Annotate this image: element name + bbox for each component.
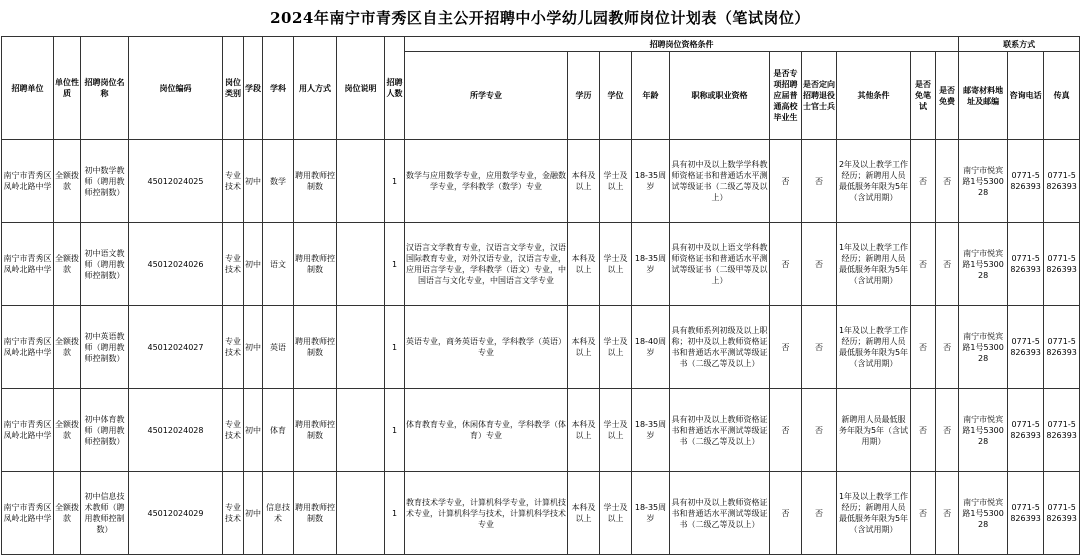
cell-free-exam: 否 [911,389,936,472]
cell-degree: 学士及以上 [600,306,632,389]
cell-unit-nature: 全额拨款 [54,472,81,555]
header-post-code: 岗位编码 [129,37,223,140]
cell-subject: 体育 [263,389,294,472]
header-unit-nature: 单位性质 [54,37,81,140]
cell-unit: 南宁市青秀区凤岭北路中学 [2,389,54,472]
cell-stage: 初中 [244,140,263,223]
cell-post-name: 初中数学教师（聘用教师控制数） [81,140,129,223]
cell-unit: 南宁市青秀区凤岭北路中学 [2,223,54,306]
cell-description [337,223,385,306]
cell-degree: 学士及以上 [600,140,632,223]
header-veteran: 是否定向招聘退役士官士兵 [802,52,837,140]
cell-unit-nature: 全额拨款 [54,223,81,306]
cell-unit-nature: 全额拨款 [54,389,81,472]
cell-other: 1年及以上教学工作经历；新聘用人员最低服务年限为5年（含试用期） [837,223,911,306]
cell-subject: 语文 [263,223,294,306]
cell-post-code: 45012024025 [129,140,223,223]
page-title: 2024年南宁市青秀区自主公开招聘中小学幼儿园教师岗位计划表（笔试岗位） [270,9,810,27]
cell-count: 1 [385,306,405,389]
table-row [2,140,1080,223]
cell-free-exam: 否 [911,306,936,389]
header-address: 邮寄材料地址及邮编 [959,52,1008,140]
cell-phone: 0771-5826393 [1008,223,1044,306]
cell-fresh-grad: 否 [770,389,802,472]
cell-phone: 0771-5826393 [1008,306,1044,389]
header-contact-group: 联系方式 [959,37,1080,52]
cell-fresh-grad: 否 [770,223,802,306]
cell-degree: 学士及以上 [600,223,632,306]
header-age: 年龄 [632,52,670,140]
header-free-fee: 是否免费 [936,52,959,140]
cell-description [337,472,385,555]
cell-address: 南宁市悦宾路1号530028 [959,389,1008,472]
cell-employment: 聘用教师控制数 [294,389,337,472]
cell-age: 18-35周岁 [632,223,670,306]
cell-employment: 聘用教师控制数 [294,306,337,389]
cell-post-category: 专业技术 [223,223,244,306]
cell-unit: 南宁市青秀区凤岭北路中学 [2,472,54,555]
cell-free-exam: 否 [911,140,936,223]
header-subject: 学科 [263,37,294,140]
cell-other: 新聘用人员最低服务年限为5年（含试用期） [837,389,911,472]
cell-fax: 0771-5826393 [1044,140,1080,223]
table-row [2,223,1080,306]
cell-address: 南宁市悦宾路1号530028 [959,306,1008,389]
cell-post-name: 初中体育教师（聘用教师控制数） [81,389,129,472]
cell-fax: 0771-5826393 [1044,389,1080,472]
cell-fresh-grad: 否 [770,472,802,555]
cell-employment: 聘用教师控制数 [294,140,337,223]
cell-subject: 数学 [263,140,294,223]
cell-post-name: 初中信息技术教师（聘用教师控制数） [81,472,129,555]
table-row [2,472,1080,555]
header-post-category: 岗位类别 [223,37,244,140]
cell-degree: 学士及以上 [600,472,632,555]
cell-veteran: 否 [802,472,837,555]
cell-education: 本科及以上 [568,223,600,306]
cell-post-category: 专业技术 [223,306,244,389]
cell-other: 1年及以上教学工作经历；新聘用人员最低服务年限为5年（含试用期） [837,472,911,555]
cell-subject: 信息技术 [263,472,294,555]
cell-age: 18-40周岁 [632,306,670,389]
cell-qualification: 具有初中及以上教师资格证书和普通话水平测试等级证书（二级乙等及以上） [670,472,770,555]
header-stage: 学段 [244,37,263,140]
cell-post-category: 专业技术 [223,389,244,472]
cell-age: 18-35周岁 [632,389,670,472]
header-description: 岗位说明 [337,37,385,140]
cell-degree: 学士及以上 [600,389,632,472]
cell-post-category: 专业技术 [223,140,244,223]
cell-age: 18-35周岁 [632,472,670,555]
cell-stage: 初中 [244,223,263,306]
header-other: 其他条件 [837,52,911,140]
header-count: 招聘人数 [385,37,405,140]
cell-employment: 聘用教师控制数 [294,472,337,555]
cell-qualification: 具有初中及以上数学学科教师资格证书和普通话水平测试等级证书（二级乙等及以上） [670,140,770,223]
cell-education: 本科及以上 [568,389,600,472]
cell-other: 2年及以上教学工作经历；新聘用人员最低服务年限为5年（含试用期） [837,140,911,223]
recruitment-table [1,36,1080,555]
cell-fresh-grad: 否 [770,306,802,389]
cell-free-fee: 否 [936,306,959,389]
cell-free-fee: 否 [936,389,959,472]
cell-veteran: 否 [802,389,837,472]
cell-count: 1 [385,140,405,223]
cell-unit-nature: 全额拨款 [54,306,81,389]
cell-post-name: 初中英语教师（聘用教师控制数） [81,306,129,389]
cell-free-fee: 否 [936,140,959,223]
cell-post-category: 专业技术 [223,472,244,555]
cell-veteran: 否 [802,306,837,389]
header-post-name: 招聘岗位名称 [81,37,129,140]
cell-address: 南宁市悦宾路1号530028 [959,140,1008,223]
cell-post-code: 45012024026 [129,223,223,306]
header-qualification-group: 招聘岗位资格条件 [405,37,959,52]
cell-post-code: 45012024029 [129,472,223,555]
cell-description [337,306,385,389]
cell-qualification: 具有初中及以上语文学科教师资格证书和普通话水平测试等级证书（二级甲等及以上） [670,223,770,306]
cell-major: 数学与应用数学专业，应用数学专业，金融数学专业，学科教学（数学）专业 [405,140,568,223]
table-row [2,389,1080,472]
cell-phone: 0771-5826393 [1008,472,1044,555]
cell-major: 英语专业，商务英语专业，学科教学（英语）专业 [405,306,568,389]
header-education: 学历 [568,52,600,140]
table-row [2,306,1080,389]
header-degree: 学位 [600,52,632,140]
cell-major: 教育技术学专业，计算机科学专业，计算机技术专业，计算机科学与技术，计算机科学技术专业 [405,472,568,555]
cell-count: 1 [385,223,405,306]
cell-count: 1 [385,389,405,472]
cell-major: 体育教育专业，休闲体育专业，学科教学（体育）专业 [405,389,568,472]
cell-education: 本科及以上 [568,472,600,555]
cell-stage: 初中 [244,472,263,555]
header-unit: 招聘单位 [2,37,54,140]
cell-description [337,389,385,472]
cell-stage: 初中 [244,306,263,389]
cell-address: 南宁市悦宾路1号530028 [959,472,1008,555]
cell-free-exam: 否 [911,223,936,306]
cell-major: 汉语言文学教育专业，汉语言文学专业，汉语国际教育专业，对外汉语专业，汉语言专业，应用语言学专业，学科教学（语文）专业，中国语言与文化专业，中国语言文学专业 [405,223,568,306]
cell-count: 1 [385,472,405,555]
cell-stage: 初中 [244,389,263,472]
cell-phone: 0771-5826393 [1008,389,1044,472]
cell-other: 1年及以上教学工作经历；新聘用人员最低服务年限为5年（含试用期） [837,306,911,389]
cell-post-name: 初中语文教师（聘用教师控制数） [81,223,129,306]
cell-address: 南宁市悦宾路1号530028 [959,223,1008,306]
cell-education: 本科及以上 [568,306,600,389]
cell-veteran: 否 [802,223,837,306]
cell-fresh-grad: 否 [770,140,802,223]
cell-post-code: 45012024027 [129,306,223,389]
cell-fax: 0771-5826393 [1044,306,1080,389]
cell-qualification: 具有初中及以上教师资格证书和普通话水平测试等级证书（二级乙等及以上） [670,389,770,472]
cell-education: 本科及以上 [568,140,600,223]
header-fresh-grad: 是否专项招聘应届普通高校毕业生 [770,52,802,140]
cell-free-fee: 否 [936,223,959,306]
cell-unit-nature: 全额拨款 [54,140,81,223]
header-qualification: 职称或职业资格 [670,52,770,140]
cell-employment: 聘用教师控制数 [294,223,337,306]
header-free-exam: 是否免笔试 [911,52,936,140]
cell-qualification: 具有教师系列初级及以上职称；初中及以上教师资格证书和普通话水平测试等级证书（二级乙等及以上） [670,306,770,389]
cell-free-exam: 否 [911,472,936,555]
cell-unit: 南宁市青秀区凤岭北路中学 [2,306,54,389]
cell-post-code: 45012024028 [129,389,223,472]
cell-phone: 0771-5826393 [1008,140,1044,223]
cell-subject: 英语 [263,306,294,389]
cell-description [337,140,385,223]
cell-fax: 0771-5826393 [1044,472,1080,555]
cell-age: 18-35周岁 [632,140,670,223]
cell-veteran: 否 [802,140,837,223]
cell-unit: 南宁市青秀区凤岭北路中学 [2,140,54,223]
header-phone: 咨询电话 [1008,52,1044,140]
cell-free-fee: 否 [936,472,959,555]
header-employment: 用人方式 [294,37,337,140]
cell-fax: 0771-5826393 [1044,223,1080,306]
header-major: 所学专业 [405,52,568,140]
header-fax: 传真 [1044,52,1080,140]
